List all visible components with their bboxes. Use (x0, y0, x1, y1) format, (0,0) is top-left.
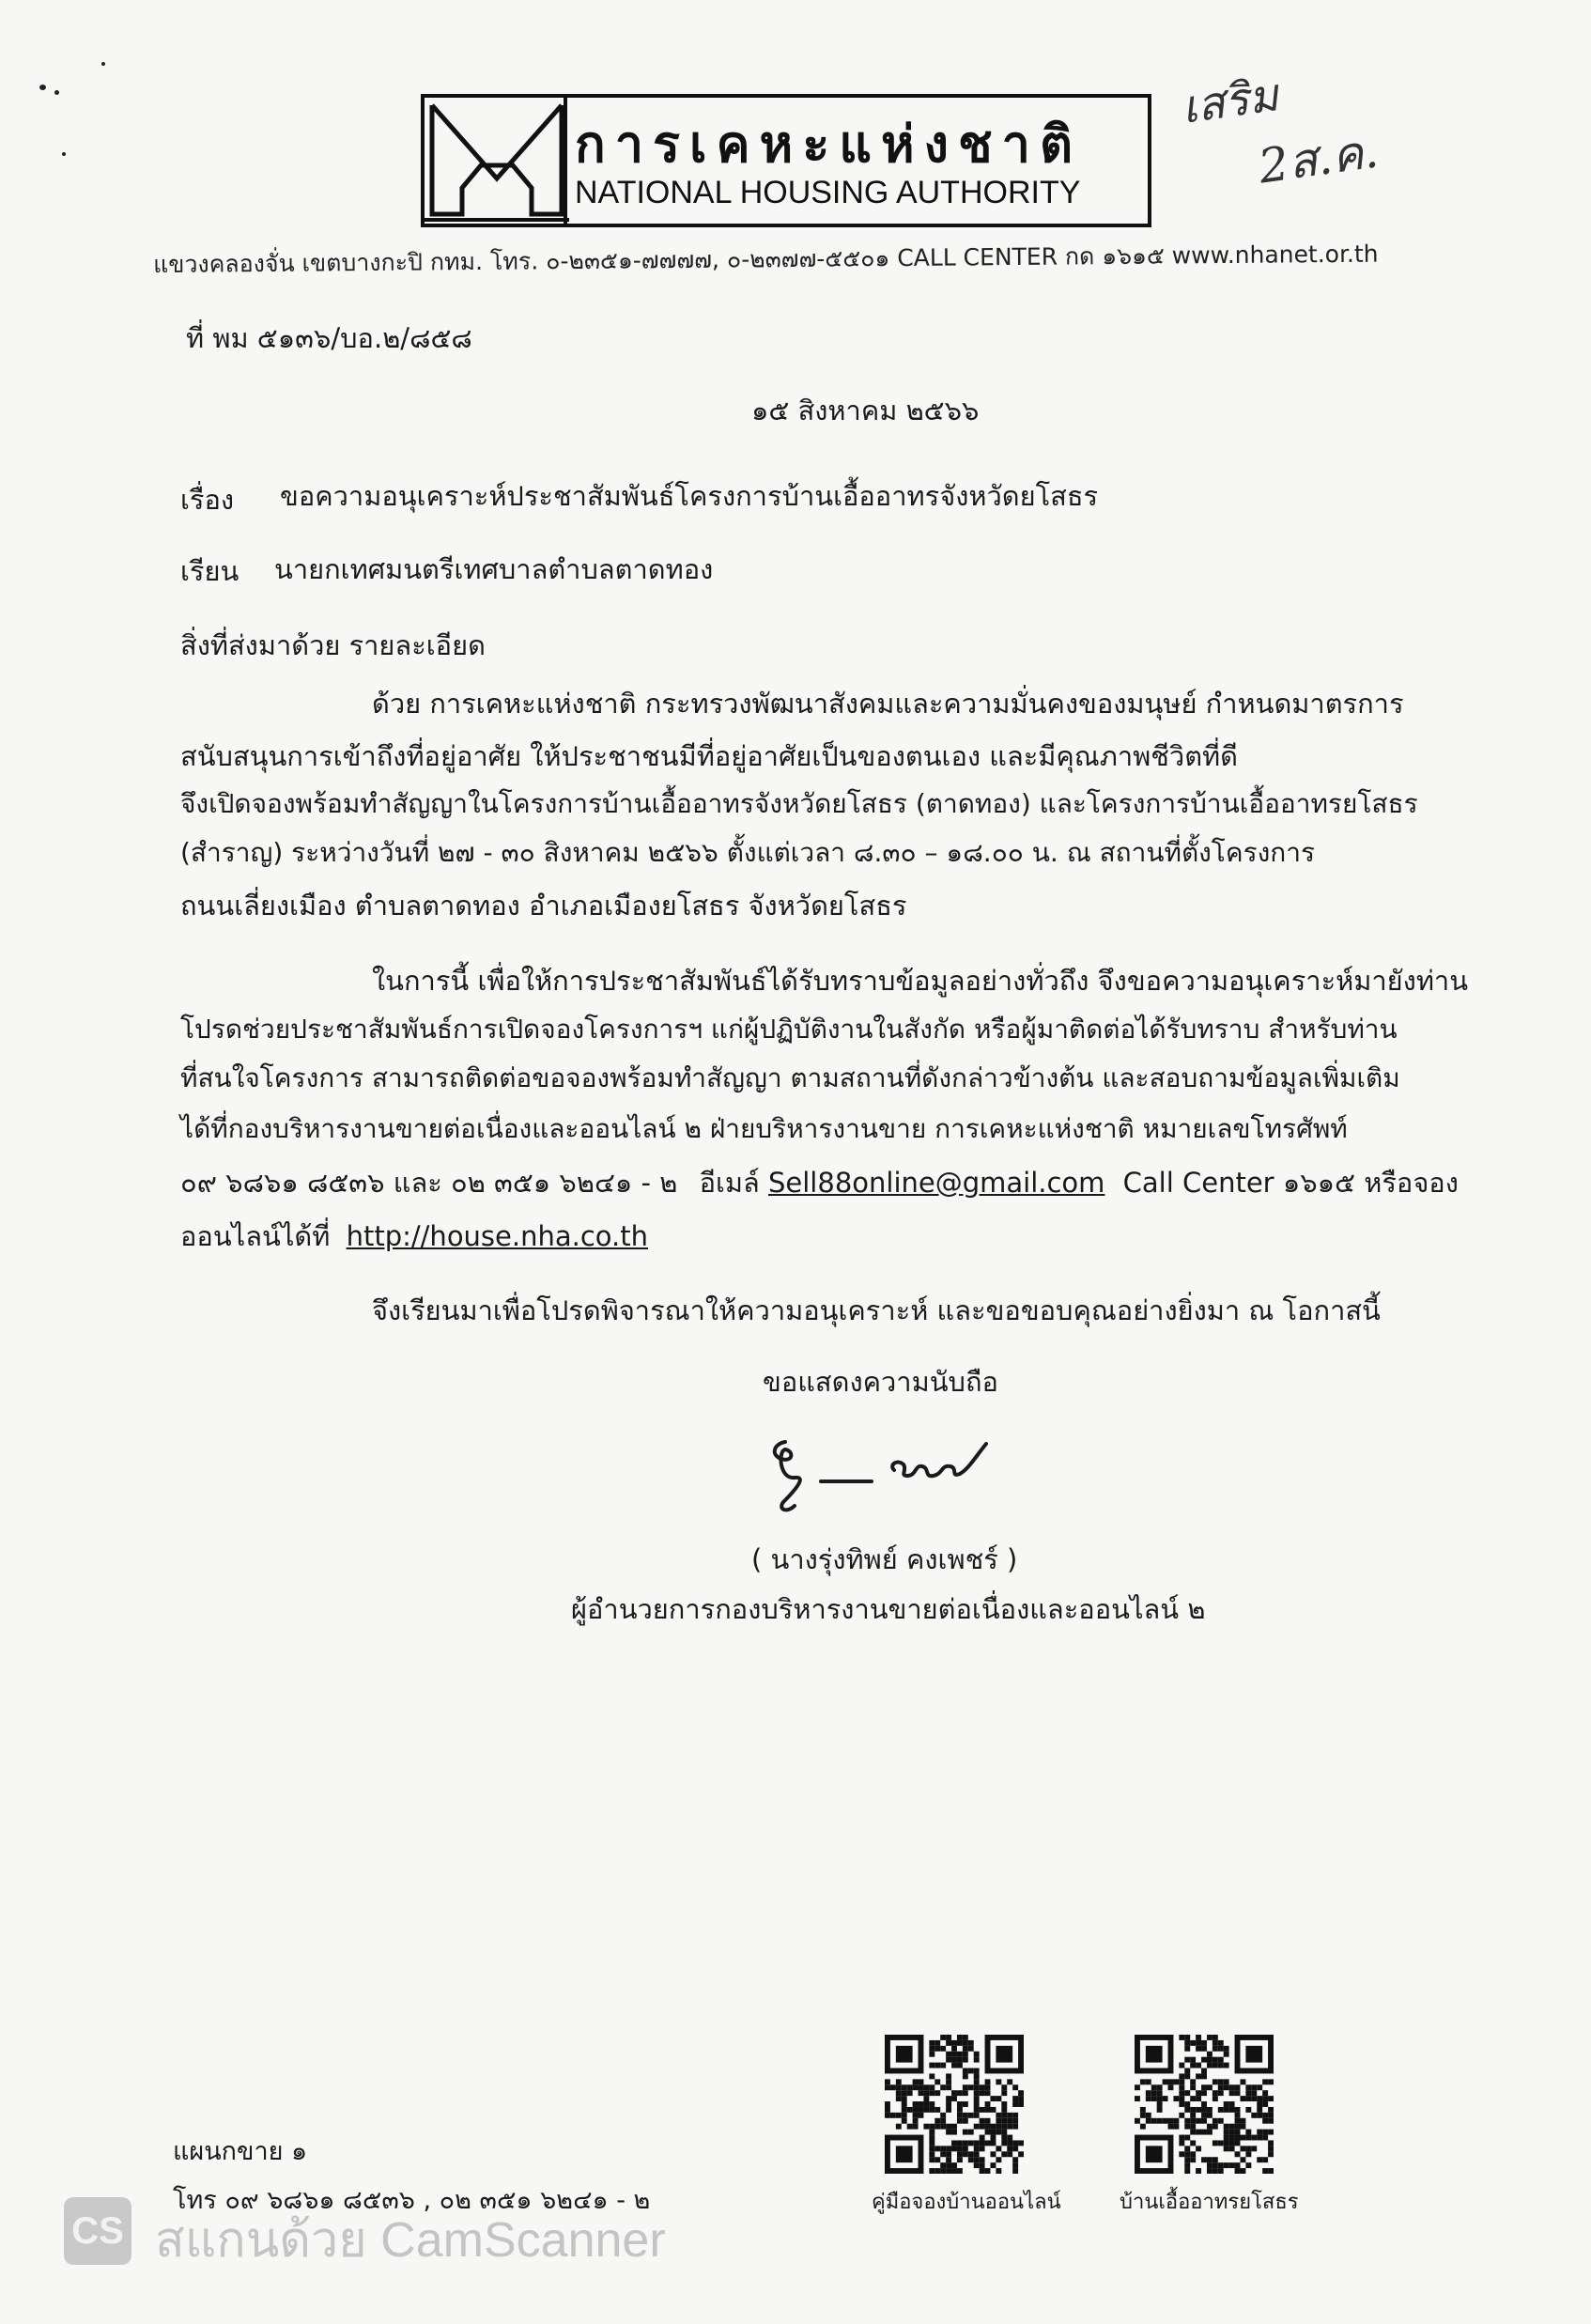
paragraph2-line: ได้ที่กองบริหารงานขายต่อเนื่องและออนไลน์ ๒ ฝ่ายบริหารงานขาย การเคหะแห่งชาติ หมายเลขโทรศัพท์ (180, 1113, 1348, 1144)
qr-caption-yasothon-project: บ้านเอื้ออาทรยโสธร (1120, 2191, 1299, 2214)
paragraph1-line: (สำราญ) ระหว่างวันที่ ๒๗ - ๓๐ สิงหาคม ๒๕๖๖ ตั้งแต่เวลา ๘.๓๐ – ๑๘.๐๐ น. ณ สถานที่ตั้งโครงการ (180, 837, 1316, 868)
salutation: ขอแสดงความนับถือ (763, 1366, 998, 1398)
signer-title: ผู้อำนวยการกองบริหารงานขายต่อเนื่องและออนไลน์ ๒ (571, 1593, 1206, 1625)
call-center: Call Center ๑๖๑๕ หรือจอง (1122, 1167, 1459, 1199)
qr-code-booking-guide-icon[interactable] (885, 2035, 1024, 2174)
paragraph1-line: จึงเปิดจองพร้อมทำสัญญาในโครงการบ้านเอื้ออาทรจังหวัดยโสธร (ตาดทอง) และโครงการบ้านเอื้ออาทรยโสธร (180, 788, 1418, 819)
paragraph2-line: ที่สนใจโครงการ สามารถติดต่อขอจองพร้อมทำสัญญา ตามสถานที่ดังกล่าวข้างต้น และสอบถามข้อมูลเพิ่มเติม (180, 1062, 1400, 1093)
enclosure-line: สิ่งที่ส่งมาด้วย รายละเอียด (180, 629, 486, 661)
nha-logo-icon (425, 98, 569, 224)
camscanner-logo-icon: CS (64, 2197, 131, 2265)
scan-speck (101, 62, 105, 66)
handwritten-note-line1: เสริม (1178, 69, 1282, 134)
recipient-text: นายกเทศมนตรีเทศบาลตำบลตาดทอง (274, 553, 714, 585)
subject-label: เรื่อง (180, 484, 235, 516)
qr-code-yasothon-project-icon[interactable] (1135, 2035, 1274, 2174)
address-line: แขวงคลองจั่น เขตบางกะปิ กทม. โทร. ๐-๒๓๕๑-๗๗๗๗, ๐-๒๓๗๗-๕๕๐๑ CALL CENTER กด ๑๖๑๕ www.nhanet.or.th (153, 240, 1379, 278)
website-link[interactable]: http://house.nha.co.th (346, 1220, 649, 1252)
footer-department: แผนกขาย ๑ (173, 2137, 308, 2166)
subject-text: ขอความอนุเคราะห์ประชาสัมพันธ์โครงการบ้านเอื้ออาทรจังหวัดยโสธร (280, 480, 1099, 512)
paragraph2-line: โปรดช่วยประชาสัมพันธ์การเปิดจองโครงการฯ แก่ผู้ปฏิบัติงานในสังกัด หรือผู้มาติดต่อได้รับทราบ สำหรับท่าน (180, 1014, 1398, 1045)
paragraph1-line: สนับสนุนการเข้าถึงที่อยู่อาศัย ให้ประชาชนมีที่อยู่อาศัยเป็นของตนเอง และมีคุณภาพชีวิตที่ดี (180, 740, 1238, 772)
website-line (180, 1215, 648, 1258)
contact-line (180, 1161, 1459, 1204)
closing-sentence: จึงเรียนมาเพื่อโปรดพิจารณาให้ความอนุเคราะห์ และขอขอบคุณอย่างยิ่งมา ณ โอกาสนี้ (372, 1294, 1381, 1326)
scan-speck (54, 90, 59, 95)
qr-caption-booking-guide: คู่มือจองบ้านออนไลน์ (872, 2191, 1061, 2214)
document-number: ที่ พม ๕๑๓๖/บอ.๒/๘๕๘ (186, 322, 472, 354)
org-name-thai: การเคหะแห่งชาติ (575, 115, 1083, 174)
signer-name: ( นางรุ่งทิพย์ คงเพชร์ ) (751, 1543, 1018, 1575)
org-name-english: NATIONAL HOUSING AUTHORITY (575, 175, 1081, 210)
contact-phones: ๐๙ ๖๘๖๑ ๘๕๓๖ และ ๐๒ ๓๕๑ ๖๒๔๑ - ๒ (180, 1167, 678, 1199)
scan-speck (39, 85, 46, 90)
paragraph2-line: ในการนี้ เพื่อให้การประชาสัมพันธ์ได้รับทราบข้อมูลอย่างทั่วถึง จึงขอความอนุเคราะห์มายังท่าน (372, 965, 1469, 997)
website-prefix: ออนไลน์ได้ที่ (180, 1220, 331, 1252)
signature-icon (757, 1423, 1001, 1526)
footer-phone: โทร ๐๙ ๖๘๖๑ ๘๕๓๖ , ๐๒ ๓๕๑ ๖๒๔๑ - ๒ (173, 2186, 651, 2215)
paragraph1-line: ถนนเลี่ยงเมือง ตำบลตาดทอง อำเภอเมืองยโสธร จังหวัดยโสธร (180, 890, 907, 922)
recipient-label: เรียน (180, 555, 239, 587)
scan-speck (62, 152, 66, 156)
paragraph1-line: ด้วย การเคหะแห่งชาติ กระทรวงพัฒนาสังคมและความมั่นคงของมนุษย์ กำหนดมาตรการ (372, 688, 1404, 720)
handwritten-note-line2: 2ส.ค. (1255, 123, 1382, 194)
email-label: อีเมล์ (699, 1167, 760, 1199)
email-link[interactable]: Sell88online@gmail.com (768, 1167, 1105, 1199)
document-date: ๑๕ สิงหาคม ๒๕๖๖ (751, 395, 980, 426)
camscanner-watermark-text: สแกนด้วย CamScanner (155, 2213, 666, 2268)
